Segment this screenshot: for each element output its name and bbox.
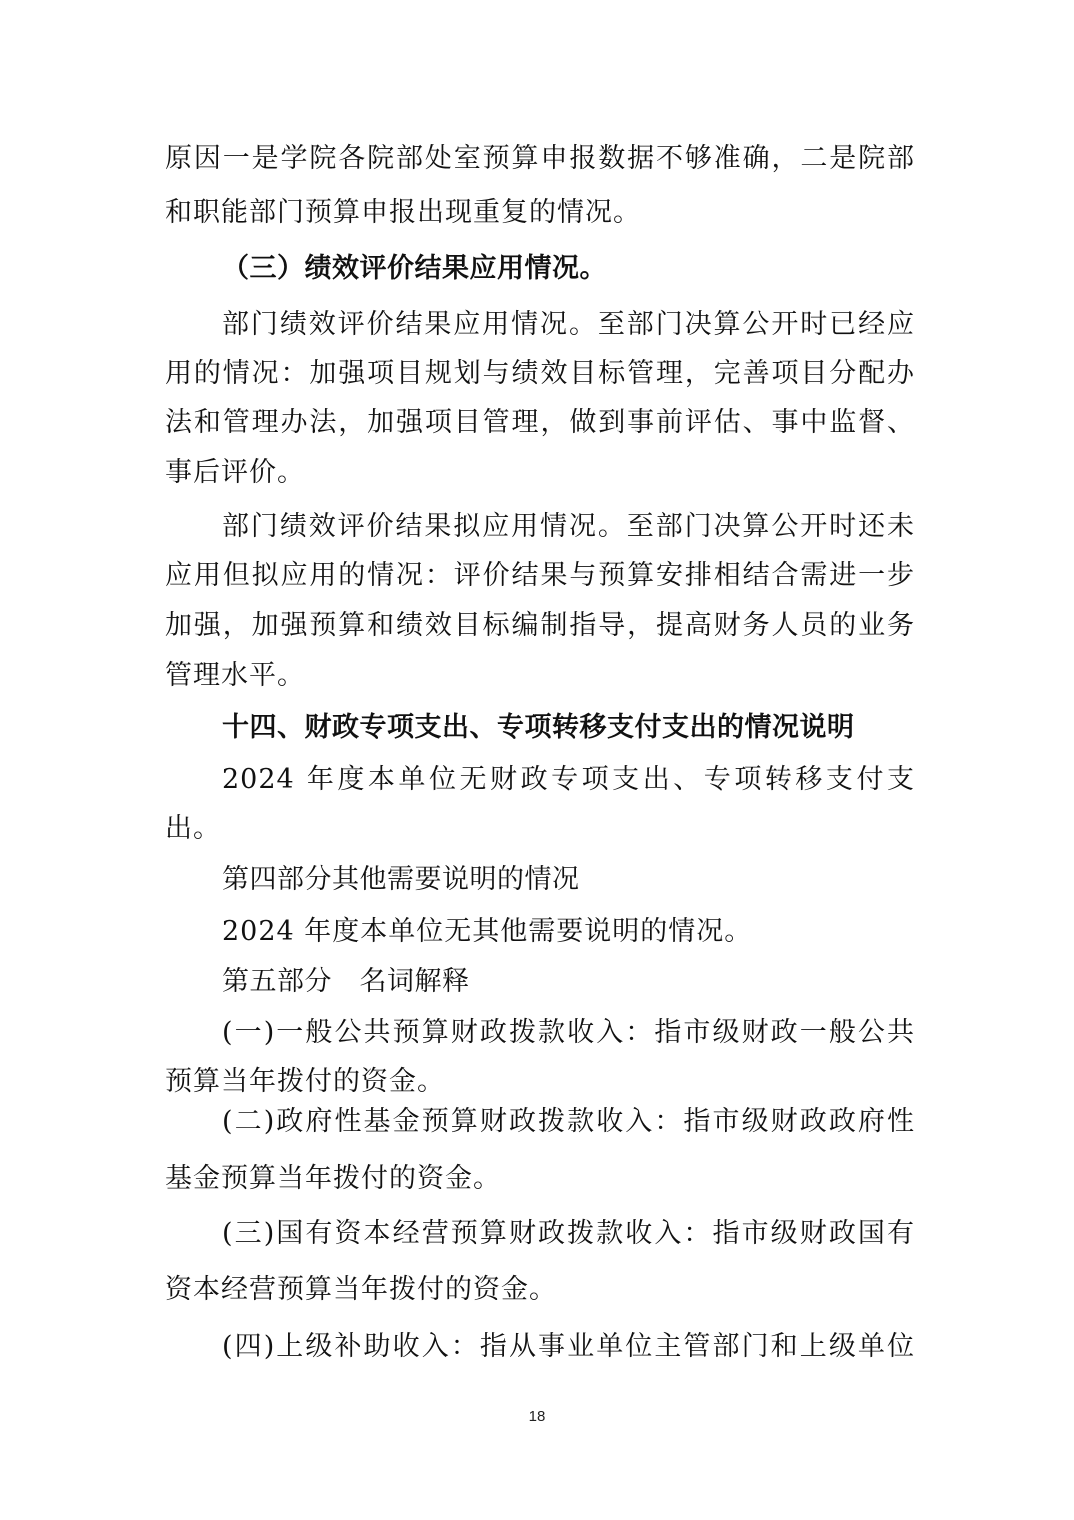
body-text-line: (一)一般公共预算财政拨款收入：指市级财政一般公共 — [222, 1017, 915, 1048]
body-text-line: 用的情况：加强项目规划与绩效目标管理，完善项目分配办 — [165, 358, 915, 389]
body-text-line: 事后评价。 — [165, 457, 305, 488]
body-text-line: 管理水平。 — [165, 660, 305, 691]
body-text-line: 预算当年拨付的资金。 — [165, 1066, 445, 1097]
body-text-line: 加强，加强预算和绩效目标编制指导，提高财务人员的业务 — [165, 610, 915, 641]
body-text-line: 出。 — [165, 813, 221, 844]
body-text-line: (二)政府性基金预算财政拨款收入：指市级财政政府性 — [222, 1106, 915, 1137]
body-text-line: 资本经营预算当年拨付的资金。 — [165, 1274, 557, 1305]
body-text-line: 2024 年度本单位无其他需要说明的情况。 — [222, 916, 753, 947]
part-heading: 第五部分 名词解释 — [222, 966, 470, 997]
body-text-line: 2024 年度本单位无财政专项支出、专项转移支付支 — [222, 764, 915, 795]
chapter-heading: 十四、财政专项支出、专项转移支付支出的情况说明 — [222, 712, 855, 743]
part-heading: 第四部分其他需要说明的情况 — [222, 864, 580, 895]
body-text-line: (三)国有资本经营预算财政拨款收入：指市级财政国有 — [222, 1218, 915, 1249]
body-text-line: 应用但拟应用的情况：评价结果与预算安排相结合需进一步 — [165, 560, 915, 591]
section-heading: （三）绩效评价结果应用情况。 — [222, 253, 607, 284]
body-text-line: 基金预算当年拨付的资金。 — [165, 1163, 501, 1194]
body-text-line: 原因一是学院各院部处室预算申报数据不够准确，二是院部 — [165, 143, 915, 174]
page-number: 18 — [528, 1408, 546, 1425]
body-text-line: 部门绩效评价结果应用情况。至部门决算公开时已经应 — [222, 309, 915, 340]
body-text-line: 法和管理办法，加强项目管理，做到事前评估、事中监督、 — [165, 407, 915, 438]
body-text-line: (四)上级补助收入：指从事业单位主管部门和上级单位 — [222, 1331, 915, 1362]
body-text-line: 部门绩效评价结果拟应用情况。至部门决算公开时还未 — [222, 511, 915, 542]
body-text-line: 和职能部门预算申报出现重复的情况。 — [165, 197, 641, 228]
